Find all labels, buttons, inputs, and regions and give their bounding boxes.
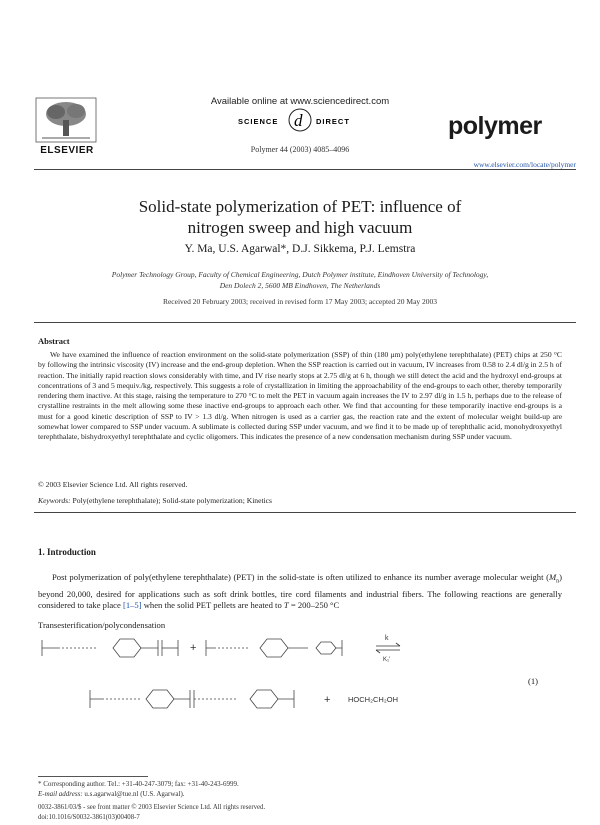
abstract-bottom-rule	[34, 512, 576, 513]
keywords-label: Keywords:	[38, 496, 71, 505]
email-footnote	[38, 790, 185, 798]
reaction-scheme	[38, 632, 562, 732]
corresponding-author-footnote: * Corresponding author. Tel.: +31-40-247-3079; fax: +31-40-243-6999.	[38, 780, 239, 788]
journal-logo: polymer	[448, 112, 542, 140]
k-forward-label: k	[385, 635, 389, 642]
reactant-1-structure	[42, 639, 178, 657]
keywords	[38, 496, 272, 505]
affiliation-line-2: Den Dolech 2, 5600 MB Eindhoven, The Netherlands	[219, 281, 381, 290]
intro-text-1: Post polymerization of poly(ethylene terephthalate) (PET) in the solid-state is often utilized to enhance its number average molecular weight (	[52, 572, 549, 582]
equation-number: (1)	[528, 676, 539, 686]
intro-text-3: when the solid PET pellets are heated to	[141, 600, 284, 611]
title-line-1: Solid-state polymerization of PET: influence of	[138, 197, 462, 216]
sd-logo-right: DIRECT	[316, 117, 350, 126]
ethylene-glycol-label: HOCH₂CH₂OH	[348, 695, 398, 704]
mn-subscript: n	[556, 578, 560, 585]
header-rule	[34, 169, 576, 170]
k-reverse-label: K₁'	[383, 657, 391, 663]
available-online-text: Available online at www.sciencedirect.com	[210, 96, 390, 107]
footnote-rule	[38, 776, 148, 777]
author-list: Y. Ma, U.S. Agarwal*, D.J. Sikkema, P.J. Lemstra	[184, 243, 416, 255]
abstract-text: We have examined the influence of reaction environment on the solid-state polymerization (SSP) of thin (180 μm) poly(ethylene terephthalate) (PET) chips at 250 °C by following the intrinsic viscosity (IV) increase and the end-group depletion. When the SSP reaction is carried out in vacuum, IV increases from 0.58 to 2.4 dl/g in 2.5 h of reaction. The initially rapid reaction slows considerably with time, and IV rise nearly stops at 2.75 dl/g at 6 h, though we still detect the acid and the hydroxyl end-groups at concentrations of 3 and 5 mequiv./kg, respectively. This suggests a role of crystallization in limiting the approachability of the end-groups to each other, thereby temporarily rendering them inactive. At this stage, raising the temperature to 270 °C to melt the PET in vacuum again increases the IV to 2.97 dl/g in 1.5 h, perhaps due to the release of crystalline restraints in the melt allowing some these inactive end-groups to approach each other. We find that accounting for these temporarily inactive end-groups is a must for a good kinetic description of SSP to IV > 1.3 dl/g. When nitrogen is used as a carrier gas, the reaction rate and the extent of molecular weight build-up are somewhat lower compared to SSP under vacuum. A sublimate is collected during SSP under vacuum, and we find it to be made up of terephthalic acid, monohydroxyethyl terephthalate, bishydroxyethyl terephthalate and cyclic oligomers. This indicates the presence of a new condensation mechanism during SSP under vacuum.	[38, 350, 562, 442]
issn-line: 0032-3861/03/$ - see front matter © 2003 Elsevier Science Ltd. All rights reserved.	[38, 804, 266, 811]
publisher-name: ELSEVIER	[40, 145, 94, 156]
abstract-heading: Abstract	[38, 336, 70, 346]
sd-logo-left: SCIENCE	[238, 117, 279, 126]
scheme-label: Transesterification/polycondensation	[38, 620, 166, 630]
svg-text:+: +	[324, 694, 331, 706]
temperature-range: = 200–250 °C	[288, 600, 340, 611]
sd-logo-mark: d	[294, 111, 303, 130]
intro-heading: 1. Introduction	[38, 547, 96, 557]
received-dates: Received 20 February 2003; received in revised form 17 May 2003; accepted 20 May 2003	[162, 297, 438, 306]
product-structure	[90, 690, 294, 708]
affiliation-line-1: Polymer Technology Group, Faculty of Chemical Engineering, Dutch Polymer institute, Eindhoven University of Technology,	[111, 270, 489, 279]
mn-symbol: M	[548, 572, 557, 582]
sciencedirect-logo[interactable]	[238, 107, 362, 133]
keywords-list: Poly(ethylene terephthalate); Solid-state polymerization; Kinetics	[70, 496, 273, 505]
journal-url-link[interactable]: www.elsevier.com/locate/polymer	[473, 160, 576, 169]
copyright-notice: © 2003 Elsevier Science Ltd. All rights reserved.	[38, 480, 188, 489]
email-address-link[interactable]: u.s.agarwal@tue.nl (U.S. Agarwal).	[82, 790, 185, 798]
intro-paragraph	[38, 572, 562, 612]
equilibrium-arrow	[376, 643, 400, 653]
article-title	[60, 196, 540, 238]
title-line-2: nitrogen sweep and high vacuum	[187, 218, 413, 237]
doi-line[interactable]: doi:10.1016/S0032-3861(03)00408-7	[38, 814, 140, 821]
svg-text:+: +	[190, 642, 197, 654]
abstract-top-rule	[34, 322, 576, 323]
temperature-symbol: T	[283, 600, 289, 611]
email-label: E-mail address:	[38, 790, 83, 798]
reactant-2-structure	[206, 639, 342, 657]
citation-ref-link[interactable]: [1–5]	[122, 600, 142, 611]
affiliation	[60, 269, 540, 291]
intro-text-2: ) beyond 20,000, desired for applications such as soft drink bottles, tire cord filaments and industrial fibers. The following reactions are generally considered to take place	[38, 572, 562, 611]
journal-citation: Polymer 44 (2003) 4085–4096	[250, 145, 350, 154]
